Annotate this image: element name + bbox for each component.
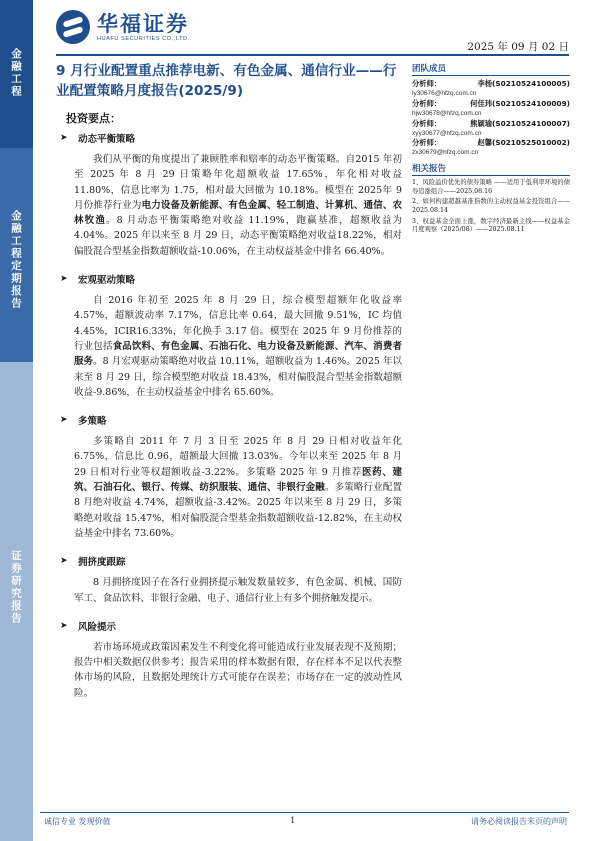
related-divider — [412, 175, 570, 176]
related-report-link[interactable]: 2、如何构建超越基准指数的主动权益基金投资组合——2025.08.14 — [412, 198, 570, 214]
section-title: 宏观驱动策略 — [78, 275, 136, 287]
section-paragraph: 8 月拥挤度因子在各行业拥挤提示触发数量较多，有色金属、机械、国防军工、食品饮料、非银行金融、电子、通信行业上有多个拥挤触发提示。 — [74, 577, 402, 604]
analyst-entry: 分析师： 何佳玮(S0210524100009) hjw30678@hfzq.com.cn — [412, 98, 570, 117]
related-report-link[interactable]: 1、风险溢价优先的债券策略 ——适用于低利率环境的债券追涨组合——2025.08.16 — [412, 179, 570, 195]
section-title: 风险提示 — [78, 621, 117, 633]
section-paragraph: 若市场环境或政策因素发生不利变化将可能造成行业发展表现不及预期；报告中相关数据仅供参考；报告采用的样本数据有限，存在样本不足以代表整体市场的风险，且数据处理统计方式可能存在误差；市场存在一定的波动性风险。 — [74, 641, 402, 699]
section-macro-driven — [60, 271, 402, 400]
analyst-entry: 分析师： 熊颖瑜(S0210524100007) xyy30677@hfzq.com.cn — [412, 118, 570, 137]
team-divider — [412, 75, 570, 76]
section-title: 动态平衡策略 — [78, 134, 136, 145]
main-content — [60, 130, 402, 701]
footer-slogan: 诚信专业 发现价值 — [44, 817, 111, 826]
chevron-right-icon: ➤ — [60, 556, 68, 567]
side-label-research: 证券研究报告 — [0, 362, 33, 841]
analyst-email[interactable]: zx30679@hfzq.com.cn — [412, 149, 479, 157]
right-column — [412, 62, 570, 237]
section-multi-strategy — [60, 412, 402, 541]
chevron-right-icon: ➤ — [60, 415, 68, 426]
related-reports-heading: 相关报告 — [412, 164, 447, 175]
logo-name-cn: 华福证券 — [97, 12, 189, 36]
report-title: 9 月行业配置重点推荐电新、有色金属、通信行业——行业配置策略月度报告(2025/9) — [56, 63, 397, 99]
side-label-report-type: 金融工程定期报告 — [0, 148, 33, 362]
analyst-email[interactable]: ly30676@hfzq.com.cn — [412, 90, 477, 97]
report-date: 2025 年 09 月 02 日 — [467, 41, 569, 53]
analyst-email[interactable]: xyy30677@hfzq.com.cn — [412, 129, 482, 137]
section-paragraph: 我们从平衡的角度提出了兼顾胜率和赔率的动态平衡策略。自2015 年初至 2025 年 8 月 29 日策略年化超额收益 17.65%，年化相对收益 11.80%，信息比率为 1.75，相对最大回撤为 10.18%。模型在 2025年 9 月份推荐行业为电力设备及新能源、有色金属、轻工制造、计算机、通信、农林牧渔。8 月动态平衡策略绝对收益 11.19%，跑赢基准，超额收益为 4.04%。2025 年以来至 8 月 29 日，动态平衡策略绝对收益18.22%，相对偏股混合型基金指数超额收益-10.06%，在主动权益基金中排名 66.40%。 — [74, 154, 402, 257]
section-paragraph: 自 2016 年初至 2025 年 8 月 29 日，综合模型超额年化收益率 4.57%，超额波动率 7.17%，信息比率 0.64，最大回撤 9.51%，IC 均值 4.45%，ICIR16.33%，年化换手 3.17 倍。模型在 2025 年 9 月份推荐的行业包括食品饮料、有色金属、石油石化、电力设备及新能源、汽车、消费者服务。8 月宏观驱动策略绝对收益 10.11%，超额收益为 1.46%。2025 年以来至 8 月 29 日，综合模型绝对收益 18.43%，相对偏股混合型基金指数超额收益-9.86%，在主动权益基金中排名 65.60%。 — [74, 295, 402, 398]
page-number: 1 — [290, 816, 296, 826]
footer-disclaimer: 请务必阅读报告末页的声明 — [471, 817, 567, 826]
logo-name-en: HUAFU SECURITIES CO.,LTD. — [97, 36, 190, 42]
investment-points-heading: 投资要点： — [66, 112, 121, 125]
chevron-right-icon: ➤ — [60, 620, 68, 631]
team-heading: 团队成员 — [412, 64, 447, 74]
related-report-link[interactable]: 3、权益基金全面上涨，数字经济最新主线——权益基金月度观察（2025/08）——2025.08.11 — [412, 217, 570, 234]
section-paragraph: 多策略自 2011 年 7 月 3 日至 2025 年 8 月 29 日相对收益年化 6.75%，信息比 0.96，超额最大回撤 13.03%。今年以来至 2025 年 8 月 29 日相对行业等权超额收益-3.22%。多策略 2025 年 9 月推荐医药、建筑、石油石化、银行、传媒、纺织服装、通信、非银行金融。多策略行业配置 8 月绝对收益 4.74%，超额收益-3.42%。2025 年以来至 8 月 29 日，多策略绝对收益 15.47%，相对偏股混合型基金指数超额收益-12.82%，在主动权益基金中排名 73.60%。 — [74, 436, 402, 539]
section-risk — [60, 618, 402, 701]
chevron-right-icon: ➤ — [60, 133, 68, 143]
company-logo — [56, 10, 190, 44]
chevron-right-icon: ➤ — [60, 274, 68, 285]
analyst-entry: 分析师： 李杨(S0210524100005) ly30676@hfzq.com.cn — [412, 79, 570, 97]
logo-icon — [56, 10, 90, 44]
section-dynamic-balance — [60, 130, 402, 259]
analyst-email[interactable]: hjw30678@hfzq.com.cn — [412, 109, 482, 117]
section-title: 拥挤度跟踪 — [78, 557, 126, 569]
section-title: 多策略 — [78, 416, 107, 428]
footer-divider — [40, 812, 569, 813]
side-bar — [0, 0, 33, 841]
analyst-entry: 分析师： 赵馨(S0210525010002) zx30679@hfzq.com.cn — [412, 138, 570, 157]
section-crowding — [60, 553, 402, 606]
header-divider — [56, 54, 569, 56]
side-label-category: 金融工程 — [0, 0, 33, 148]
